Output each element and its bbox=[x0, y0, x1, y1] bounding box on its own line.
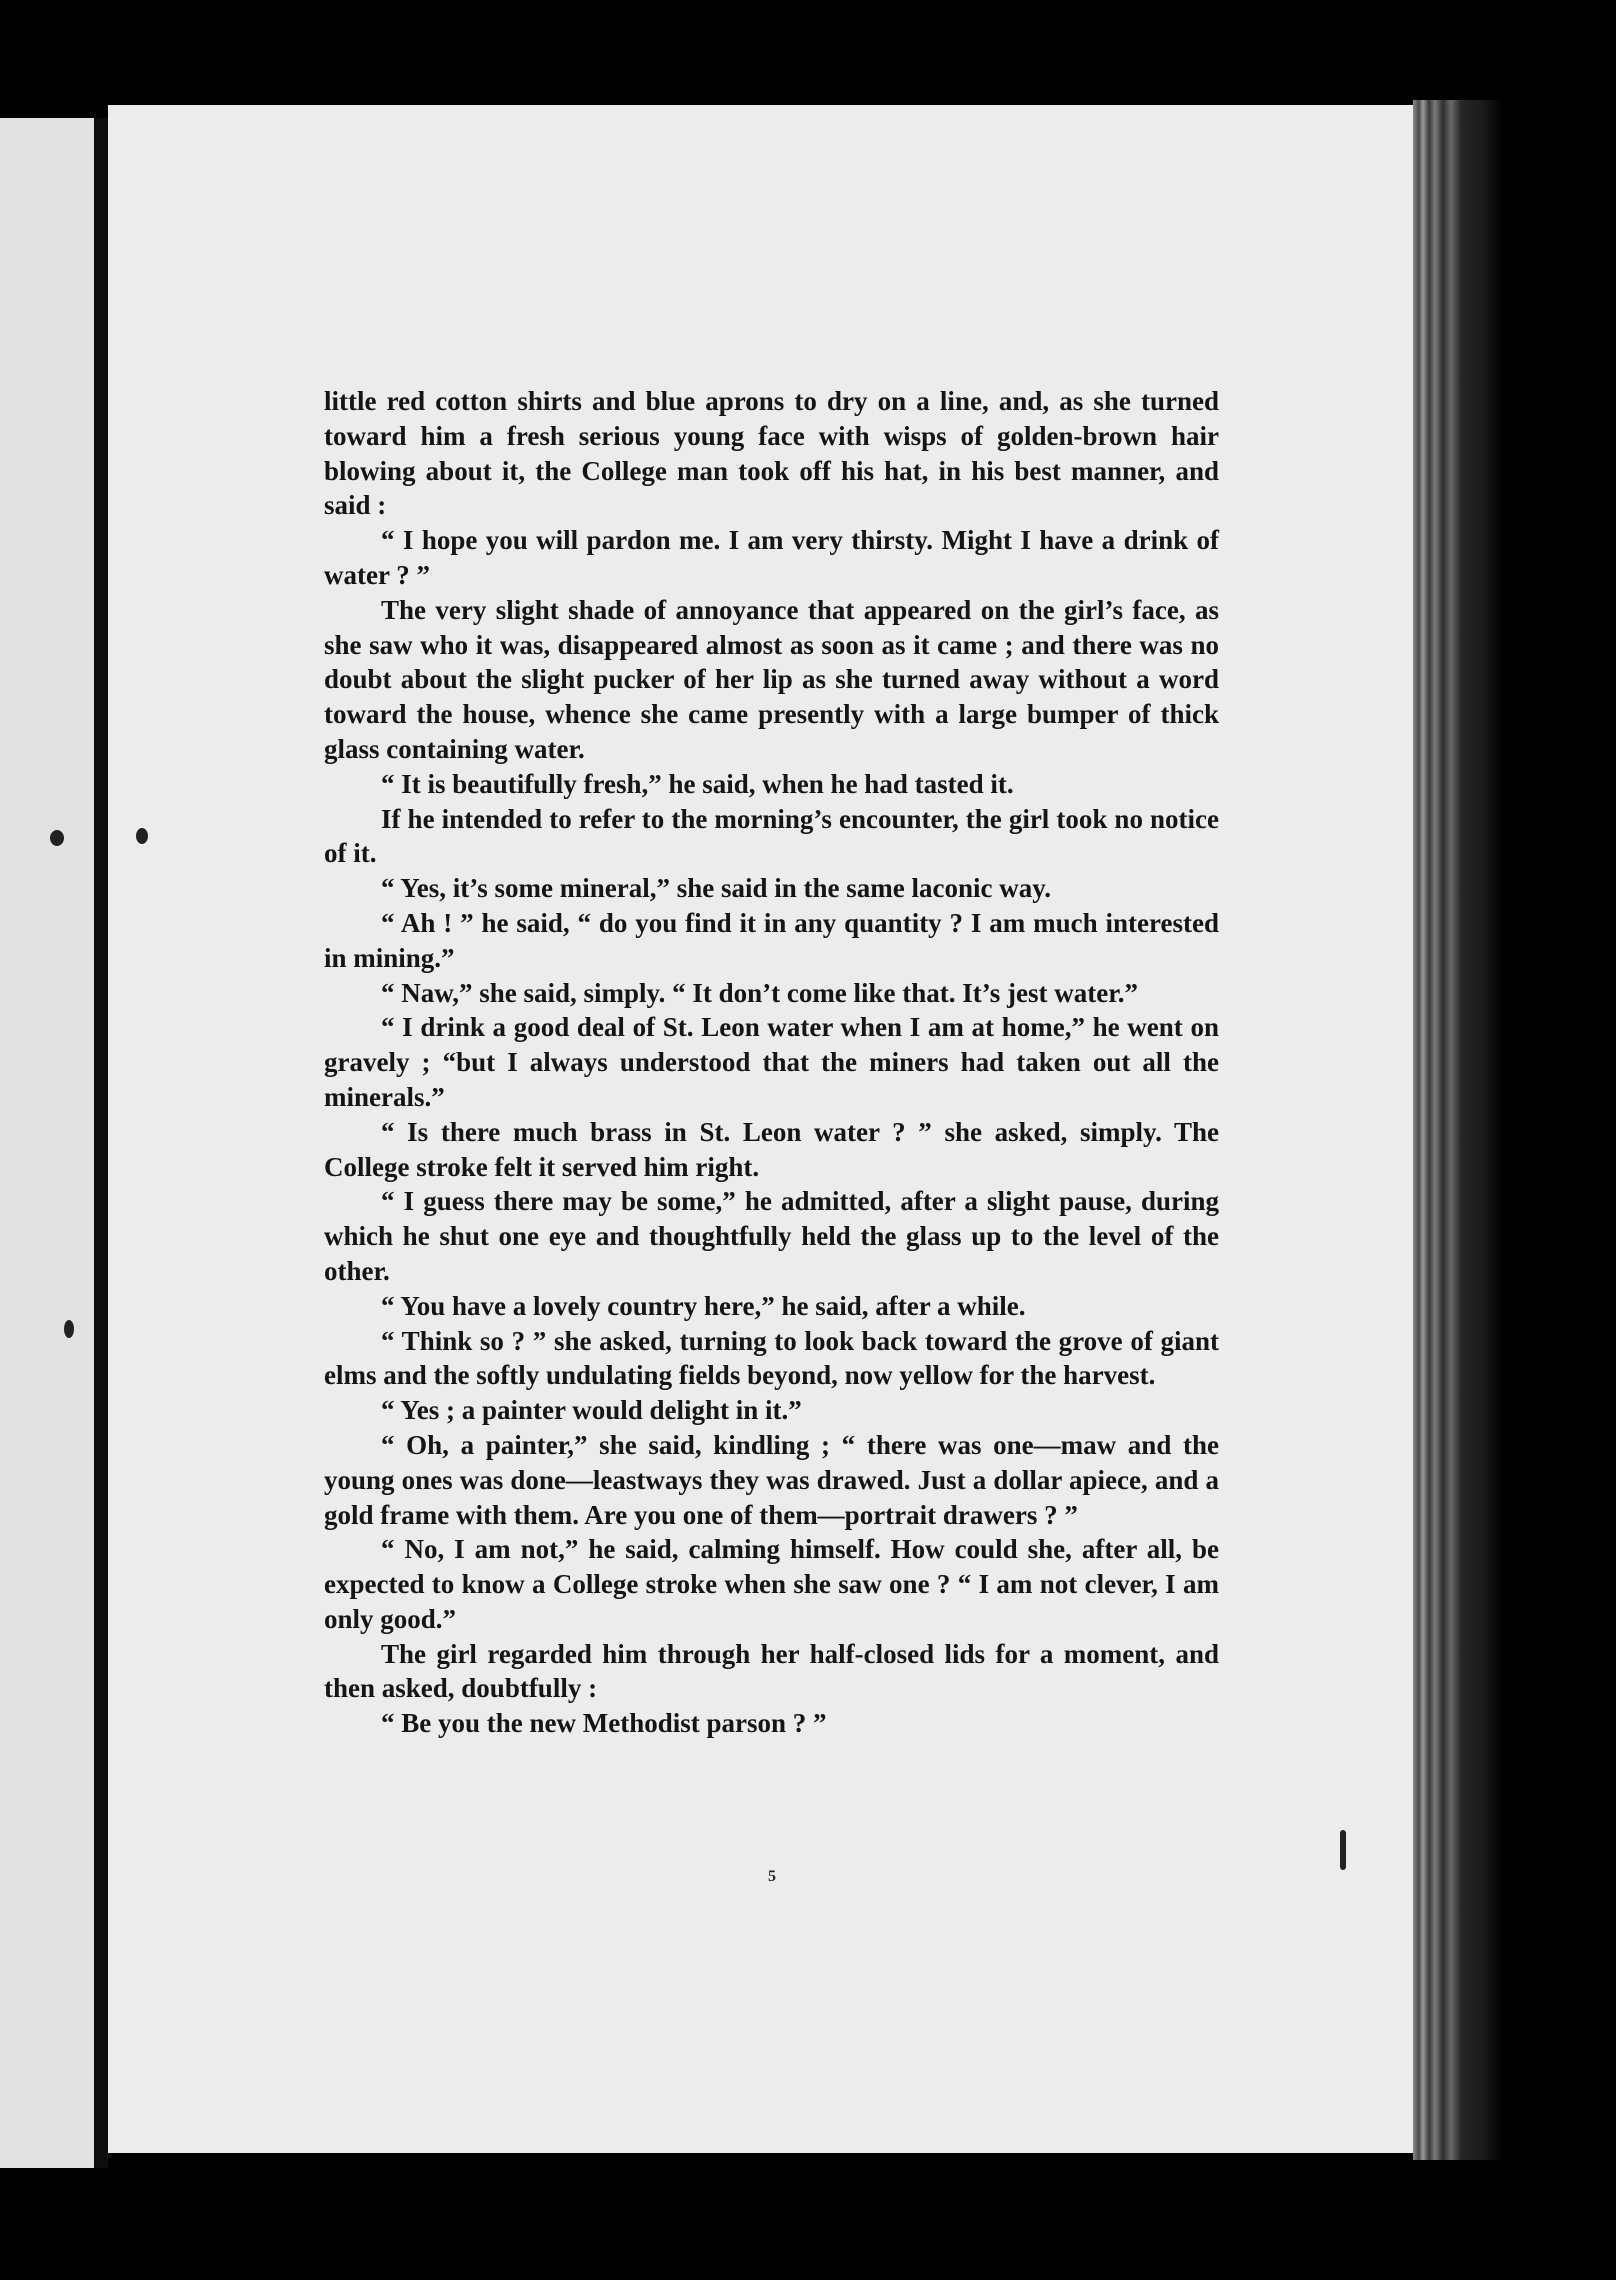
speck bbox=[50, 830, 64, 846]
speck bbox=[136, 828, 148, 844]
facing-page-edge bbox=[0, 118, 100, 2168]
paragraph: “ I drink a good deal of St. Leon water when I am at home,” he went on gravely ; “but I always understood that the miners had taken out all the minerals.” bbox=[324, 1012, 1219, 1112]
paragraph: “ I hope you will pardon me. I am very thirsty. Might I have a drink of water ? ” bbox=[324, 525, 1219, 590]
paragraph: “ Yes ; a painter would delight in it.” bbox=[381, 1395, 802, 1426]
paragraph: “ Ah ! ” he said, “ do you find it in any quantity ? I am much interested in mining.” bbox=[324, 907, 1219, 973]
paragraph: little red cotton shirts and blue aprons to dry on a line, and, as she turned toward him a fresh serious young face with wisps of golden-brown hair blowing about it, the College man took off his hat, in his best manner, and said : bbox=[324, 386, 1219, 521]
paragraph: “ Naw,” she said, simply. “ It don’t come like that. It’s jest water.” bbox=[381, 977, 1138, 1008]
paragraph: “ Oh, a painter,” she said, kindling ; “ there was one—maw and the young ones was done—leastways they was drawed. Just a dollar apiece, and a gold frame with them. Are you one of them—portrait drawers ? ” bbox=[324, 1429, 1219, 1530]
paragraph: “ Yes, it’s some mineral,” she said in the same laconic way. bbox=[381, 873, 1051, 904]
paragraph: “ Think so ? ” she asked, turning to look back toward the grove of giant elms and the softly undulating fields beyond, now yellow for the harvest. bbox=[324, 1325, 1219, 1391]
paragraph: “ Be you the new Methodist parson ? ” bbox=[381, 1708, 827, 1739]
speck bbox=[64, 1320, 74, 1338]
book-gutter bbox=[94, 118, 108, 2168]
speck bbox=[1340, 1830, 1346, 1870]
paragraph: The very slight shade of annoyance that appeared on the girl’s face, as she saw who it was, disappeared almost as soon as it came ; and there was no doubt about the slight pucker of her lip as she turned away without a word toward the house, whence she came presently with a large bumper of thick glass containing water. bbox=[324, 594, 1219, 764]
paragraph: “ Is there much brass in St. Leon water ? ” she asked, simply. The College stroke felt it served him right. bbox=[324, 1116, 1219, 1182]
paragraph: “ You have a lovely country here,” he said, after a while. bbox=[381, 1290, 1026, 1321]
paragraph: If he intended to refer to the morning’s encounter, the girl took no notice of it. bbox=[324, 803, 1219, 869]
paragraph: “ It is beautifully fresh,” he said, when he had tasted it. bbox=[381, 768, 1014, 799]
body-text bbox=[324, 384, 1219, 1741]
paragraph: “ I guess there may be some,” he admitted, after a slight pause, during which he shut one eye and thoughtfully held the glass up to the level of the other. bbox=[324, 1186, 1219, 1286]
paragraph: “ No, I am not,” he said, calming himself. How could she, after all, be expected to know a College stroke when she saw one ? “ I am not clever, I am only good.” bbox=[324, 1534, 1219, 1634]
page-edges bbox=[1413, 100, 1503, 2160]
page-number: 5 bbox=[768, 1868, 776, 1885]
paragraph: The girl regarded him through her half-closed lids for a moment, and then asked, doubtfully : bbox=[324, 1638, 1219, 1704]
